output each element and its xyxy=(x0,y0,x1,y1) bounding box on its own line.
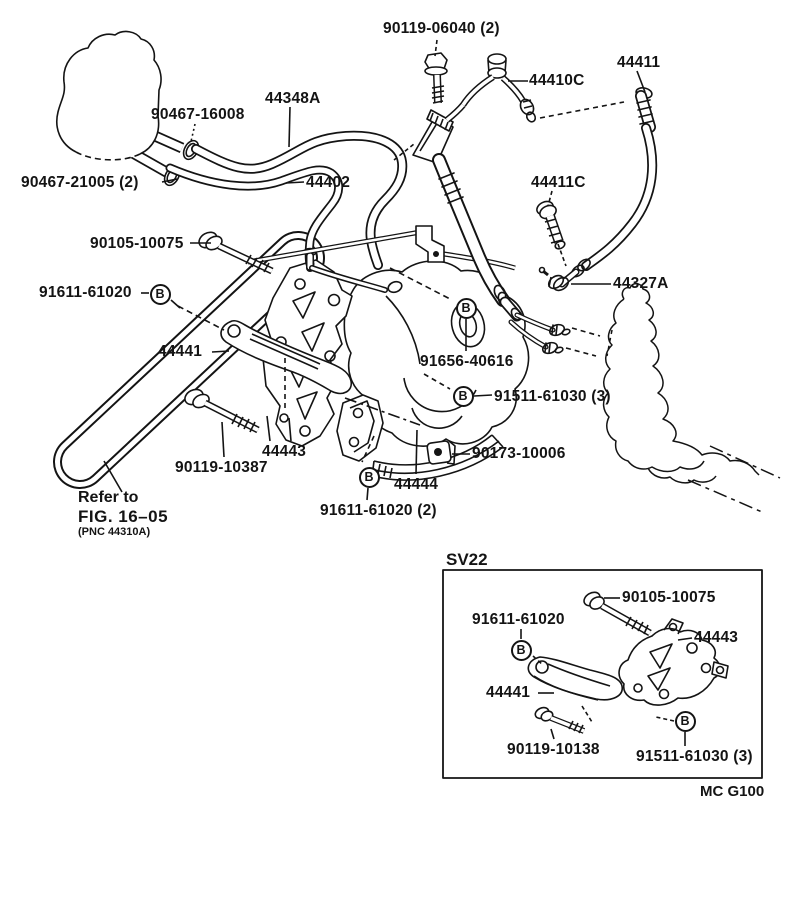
part-label: 90173-10006 xyxy=(472,445,566,462)
part-label: 91611-61020 xyxy=(472,611,565,628)
part-label: 91611-61020 xyxy=(39,284,132,301)
part-label: 90105-10075 xyxy=(622,589,716,606)
part-label: 44327A xyxy=(613,275,669,292)
bolt-code-marker: B xyxy=(359,467,380,488)
bolt-code-marker: B xyxy=(150,284,171,305)
part-label: 44411 xyxy=(617,54,661,71)
part-label: 44348A xyxy=(265,90,321,107)
part-label: 91656-40616 xyxy=(420,353,514,370)
part-label: 91611-61020 (2) xyxy=(320,502,437,519)
part-label: 44441 xyxy=(486,684,531,701)
reference-note-line1: Refer to xyxy=(78,489,139,506)
part-label: 44402 xyxy=(306,174,351,191)
part-label: 44443 xyxy=(694,629,739,646)
reference-note-line3: (PNC 44310A) xyxy=(78,526,151,539)
figure-code: MC G100 xyxy=(700,783,765,800)
reference-note-line2: FIG. 16–05 xyxy=(78,506,169,526)
bolt-code-marker: B xyxy=(675,711,696,732)
part-label: 90119-06040 (2) xyxy=(383,20,500,37)
part-label: 90119-10387 xyxy=(175,459,268,476)
figure-reference-note xyxy=(78,489,168,539)
part-label: 44444 xyxy=(394,476,439,493)
part-label: 91511-61030 (3) xyxy=(636,748,753,765)
bolt-code-marker: B xyxy=(453,386,474,407)
part-label: 90119-10138 xyxy=(507,741,600,758)
part-label: 44441 xyxy=(158,343,203,360)
part-label: 44411C xyxy=(531,174,586,191)
bolt-code-marker: B xyxy=(511,640,532,661)
part-label: 90105-10075 xyxy=(90,235,184,252)
part-label: 44410C xyxy=(529,72,585,89)
sv22-variant-label: SV22 xyxy=(446,550,488,569)
part-label: 91511-61030 (3) xyxy=(494,388,611,405)
bolt-code-marker: B xyxy=(456,298,477,319)
part-label: 44443 xyxy=(262,443,307,460)
part-label: 90467-16008 xyxy=(151,106,245,123)
part-label: 90467-21005 (2) xyxy=(21,174,139,191)
